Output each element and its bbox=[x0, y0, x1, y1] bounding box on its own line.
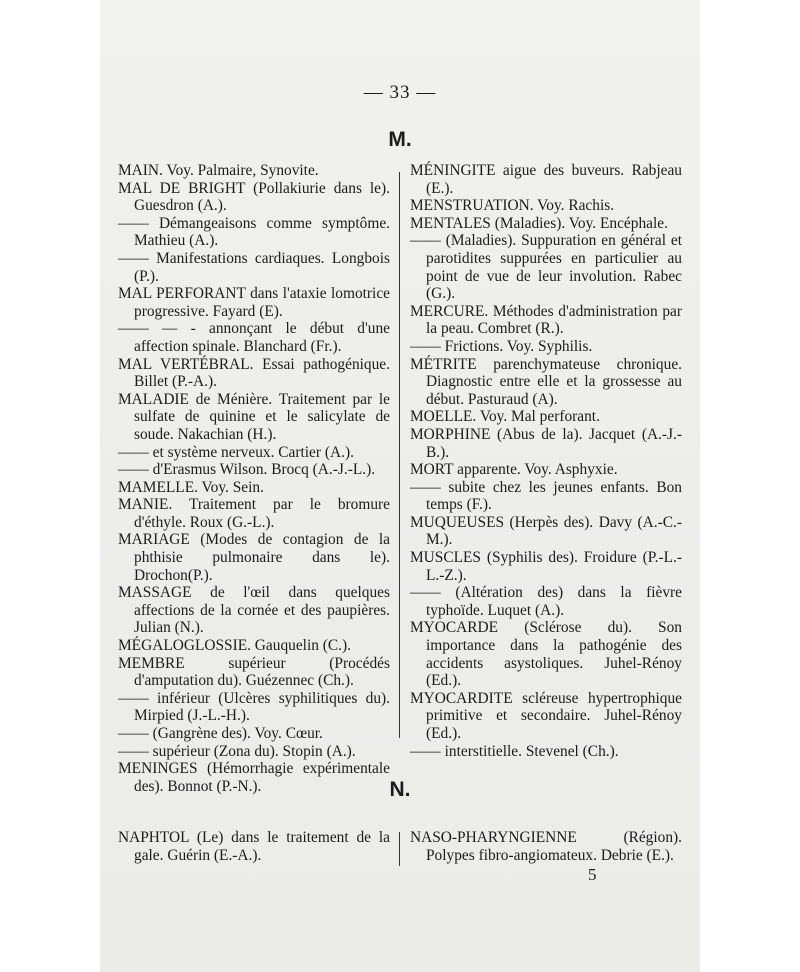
index-entry: MASSAGE de l'œil dans quelques affections de la cornée et des paupières. Julian (N.). bbox=[118, 584, 390, 637]
index-entry: —— Manifestations cardiaques. Longbois (P.). bbox=[118, 249, 390, 285]
index-entry: —— subite chez les jeunes enfants. Bon temps (F.). bbox=[410, 478, 682, 514]
right-column-m bbox=[410, 162, 682, 760]
index-entry: —— (Maladies). Suppuration en général et parotidites suppurées en particulier au point de vue de leur involution. Rabec (G.). bbox=[410, 232, 682, 303]
index-entry: MANIE. Traitement par le bromure d'éthyle. Roux (G.-L.). bbox=[118, 496, 390, 531]
index-entry: MAIN. Voy. Palmaire, Synovite. bbox=[118, 162, 319, 179]
index-entry: MERCURE. Méthodes d'administration par la peau. Combret (R.). bbox=[410, 302, 682, 338]
index-entry: MÉGALOGLOSSIE. Gauquelin (C.). bbox=[118, 637, 351, 655]
index-entry: MYOCARDITE scléreuse hypertrophique primitive et secondaire. Juhel-Rénoy (Ed.). bbox=[410, 689, 682, 742]
index-entry: —— d'Erasmus Wilson. Brocq (A.-J.-L.). bbox=[118, 461, 376, 479]
signature-mark: 5 bbox=[588, 865, 597, 884]
left-column-m bbox=[118, 162, 390, 795]
index-entry: MAL PERFORANT dans l'ataxie lomotrice progressive. Fayard (E). bbox=[118, 285, 390, 320]
right-column-n bbox=[410, 829, 682, 864]
section-heading-n: N. bbox=[389, 778, 411, 801]
index-entry: —— (Altération des) dans la fièvre typhoïde. Luquet (A.). bbox=[410, 584, 682, 619]
column-divider-n bbox=[399, 832, 400, 866]
page-number: — 33 — bbox=[363, 82, 437, 103]
index-entry: MORPHINE (Abus de la). Jacquet (A.-J.-B.). bbox=[410, 425, 682, 461]
index-entry: —— et système nerveux. Cartier (A.). bbox=[118, 443, 354, 461]
index-entry: MAL DE BRIGHT (Pollakiurie dans le). Guesdron (A.). bbox=[118, 179, 390, 215]
index-entry: —— Frictions. Voy. Syphilis. bbox=[410, 337, 593, 355]
index-entry: MÉTRITE parenchymateuse chronique. Diagnostic entre elle et la grossesse au début. Pasturaud (A). bbox=[410, 355, 682, 408]
index-entry: —— supérieur (Zona du). Stopin (A.). bbox=[118, 742, 356, 760]
index-entry: —— interstitielle. Stevenel (Ch.). bbox=[410, 742, 619, 760]
index-entry: MEMBRE supérieur (Procédés d'amputation du). Guézennec (Ch.). bbox=[118, 654, 390, 690]
index-entry: MUSCLES (Syphilis des). Froidure (P.-L.-L.-Z.). bbox=[410, 549, 682, 584]
index-entry: —— Démangeaisons comme symptôme. Mathieu (A.). bbox=[118, 214, 390, 250]
index-entry: —— (Gangrène des). Voy. Cœur. bbox=[118, 725, 323, 742]
index-entry: MOELLE. Voy. Mal perforant. bbox=[410, 408, 600, 426]
index-entry: MENINGES (Hémorrhagie expérimentale des). Bonnot (P.-N.). bbox=[118, 760, 390, 795]
index-entry: MENTALES (Maladies). Voy. Encéphale. bbox=[410, 214, 668, 232]
index-entry: MÉNINGITE aigue des buveurs. Rabjeau (E.). bbox=[410, 162, 682, 197]
index-entry: NASO-PHARYNGIENNE (Région). Polypes fibro-angiomateux. Debrie (E.). bbox=[410, 829, 682, 864]
index-entry: MALADIE de Ménière. Traitement par le sulfate de quinine et le salicylate de soude. Nakachian (H.). bbox=[118, 390, 390, 443]
index-entry: NAPHTOL (Le) dans le traitement de la gale. Guérin (E.-A.). bbox=[118, 829, 390, 864]
index-entry: —— — - annonçant le début d'une affection spinale. Blanchard (Fr.). bbox=[118, 320, 390, 355]
left-column-n bbox=[118, 829, 390, 864]
index-entry: —— inférieur (Ulcères syphilitiques du). Mirpied (J.-L.-H.). bbox=[118, 689, 390, 725]
index-entry: MENSTRUATION. Voy. Rachis. bbox=[410, 197, 615, 215]
column-divider-m bbox=[399, 172, 400, 738]
index-entry: MYOCARDE (Sclérose du). Son importance dans la pathogénie des accidents asystoliques. Juhel-Rénoy (Ed.). bbox=[410, 619, 682, 690]
index-entry: MAMELLE. Voy. Sein. bbox=[118, 478, 264, 496]
section-heading-m: M. bbox=[388, 128, 412, 151]
index-entry: MORT apparente. Voy. Asphyxie. bbox=[410, 461, 618, 479]
index-entry: MUQUEUSES (Herpès des). Davy (A.-C.-M.). bbox=[410, 513, 682, 549]
index-entry: MAL VERTÉBRAL. Essai pathogénique. Billet (P.-A.). bbox=[118, 355, 390, 391]
index-entry: MARIAGE (Modes de contagion de la phthisie pulmonaire dans le). Drochon(P.). bbox=[118, 531, 390, 584]
